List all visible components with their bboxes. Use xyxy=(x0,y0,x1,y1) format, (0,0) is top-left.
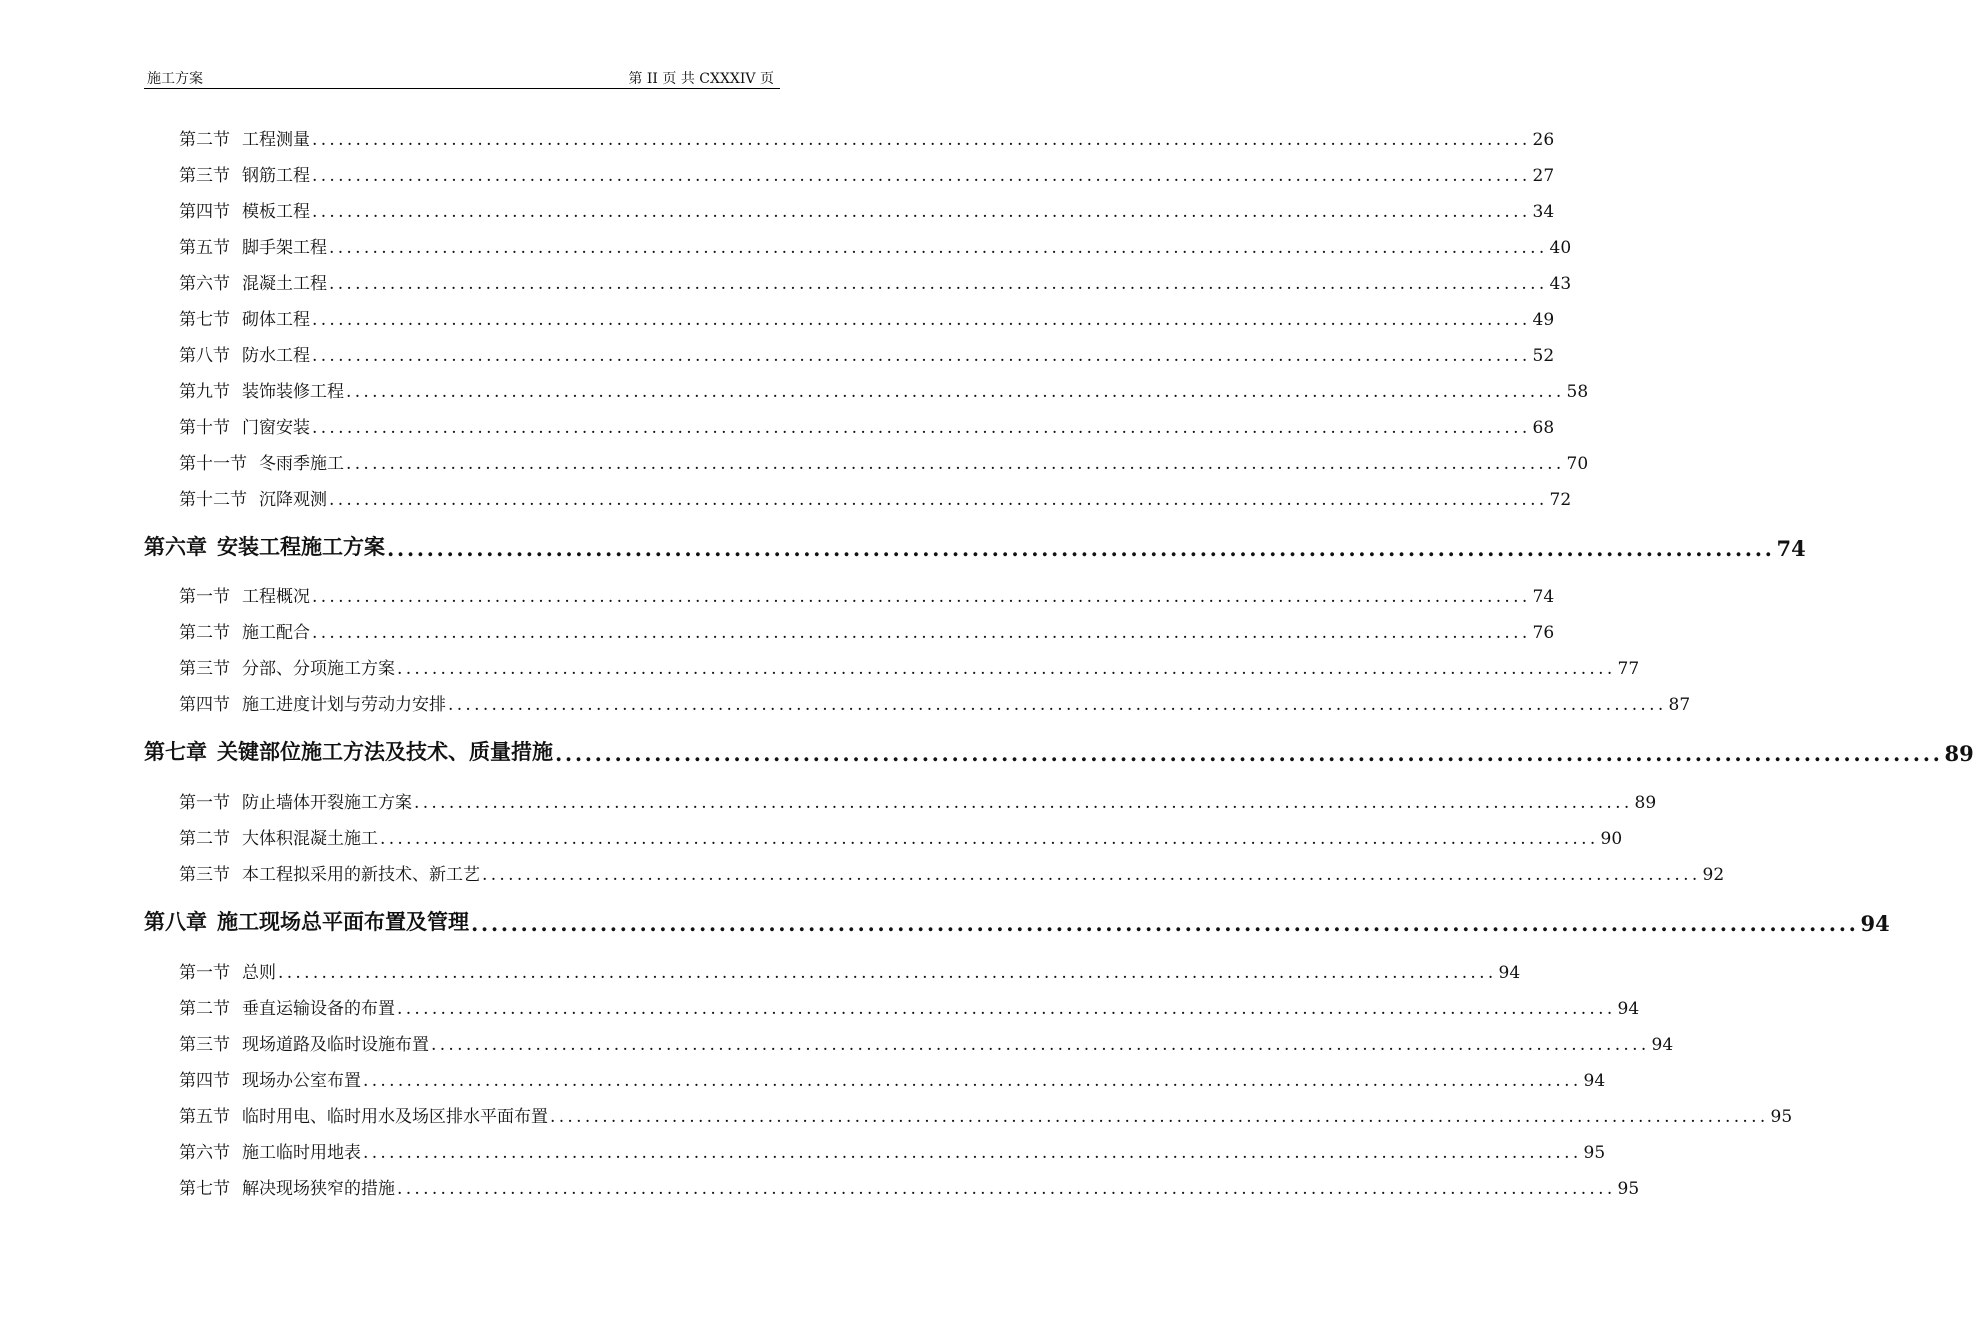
toc-entry-label xyxy=(179,1174,395,1199)
toc-entry-label xyxy=(179,860,480,885)
toc-entry-title: 大体积混凝土施工 xyxy=(242,829,378,849)
toc-entry-page-number: 94 xyxy=(1617,999,1640,1019)
toc-section-entry[interactable] xyxy=(179,861,1725,885)
toc-section-entry[interactable] xyxy=(179,1139,1606,1163)
toc-entry-title: 施工现场总平面布置及管理 xyxy=(217,909,469,934)
toc-entry-title: 分部、分项施工方案 xyxy=(242,659,395,679)
toc-entry-label xyxy=(179,618,310,643)
toc-entry-label xyxy=(179,341,310,366)
toc-chapter-entry[interactable] xyxy=(144,906,1890,936)
toc-section-entry[interactable] xyxy=(179,162,1555,186)
toc-dot-leader: ............................................................................................................................................ xyxy=(448,695,1667,715)
toc-entry-page-number: 95 xyxy=(1617,1179,1640,1199)
toc-entry-page-number: 90 xyxy=(1600,829,1623,849)
toc-dot-leader: ............................................................................................................................................ xyxy=(363,1143,1582,1163)
toc-entry-page-number: 94 xyxy=(1583,1071,1606,1091)
toc-dot-leader: ............................................................................................................................................ xyxy=(312,587,1531,607)
toc-entry-number: 第九节 xyxy=(179,382,230,402)
toc-dot-leader: ............................................................................................................................................ xyxy=(397,999,1616,1019)
toc-dot-leader: ............................................................................................................................................ xyxy=(387,536,1775,561)
toc-dot-leader: ............................................................................................................................................ xyxy=(550,1107,1769,1127)
toc-entry-title: 安装工程施工方案 xyxy=(217,534,385,559)
toc-section-entry[interactable] xyxy=(179,342,1555,366)
toc-entry-page-number: 26 xyxy=(1532,130,1555,150)
toc-entry-page-number: 77 xyxy=(1617,659,1640,679)
toc-entry-number: 第十节 xyxy=(179,418,230,438)
toc-dot-leader: ............................................................................................................................................ xyxy=(329,238,1548,258)
toc-section-entry[interactable] xyxy=(179,1103,1793,1127)
toc-section-entry[interactable] xyxy=(179,619,1555,643)
toc-entry-number: 第三节 xyxy=(179,659,230,679)
toc-entry-label xyxy=(179,958,276,983)
toc-entry-number: 第八节 xyxy=(179,346,230,366)
toc-entry-number: 第一节 xyxy=(179,963,230,983)
toc-entry-title: 砌体工程 xyxy=(242,310,310,330)
toc-entry-title: 模板工程 xyxy=(242,202,310,222)
toc-entry-label xyxy=(179,582,310,607)
toc-entry-title: 工程概况 xyxy=(242,587,310,607)
toc-entry-number: 第四节 xyxy=(179,202,230,222)
toc-entry-page-number: 95 xyxy=(1770,1107,1793,1127)
toc-section-entry[interactable] xyxy=(179,270,1572,294)
toc-dot-leader: ............................................................................................................................................ xyxy=(414,793,1633,813)
toc-entry-label xyxy=(179,125,310,150)
toc-entry-label xyxy=(179,269,327,294)
toc-section-entry[interactable] xyxy=(179,1175,1640,1199)
toc-entry-number: 第六章 xyxy=(144,534,207,559)
toc-section-entry[interactable] xyxy=(179,126,1555,150)
toc-entry-number: 第一节 xyxy=(179,587,230,607)
toc-entry-title: 装饰装修工程 xyxy=(242,382,344,402)
toc-entry-title: 防水工程 xyxy=(242,346,310,366)
toc-dot-leader: ............................................................................................................................................ xyxy=(346,454,1565,474)
toc-dot-leader: ............................................................................................................................................ xyxy=(431,1035,1650,1055)
toc-entry-label xyxy=(179,788,412,813)
toc-entry-number: 第三节 xyxy=(179,1035,230,1055)
toc-dot-leader: ............................................................................................................................................ xyxy=(312,130,1531,150)
toc-dot-leader: ............................................................................................................................................ xyxy=(471,911,1859,936)
toc-entry-number: 第一节 xyxy=(179,793,230,813)
toc-entry-page-number: 70 xyxy=(1566,454,1589,474)
toc-entry-title: 本工程拟采用的新技术、新工艺 xyxy=(242,865,480,885)
toc-entry-label xyxy=(144,531,385,561)
toc-section-entry[interactable] xyxy=(179,450,1589,474)
toc-section-entry[interactable] xyxy=(179,198,1555,222)
toc-dot-leader: ............................................................................................................................................ xyxy=(312,310,1531,330)
toc-section-entry[interactable] xyxy=(179,1067,1606,1091)
toc-entry-title: 施工配合 xyxy=(242,623,310,643)
toc-entry-page-number: 40 xyxy=(1549,238,1572,258)
toc-entry-page-number: 27 xyxy=(1532,166,1555,186)
toc-entry-number: 第六节 xyxy=(179,1143,230,1163)
toc-entry-title: 混凝土工程 xyxy=(242,274,327,294)
toc-dot-leader: ............................................................................................................................................ xyxy=(380,829,1599,849)
toc-entry-number: 第二节 xyxy=(179,623,230,643)
toc-entry-number: 第二节 xyxy=(179,829,230,849)
toc-dot-leader: ............................................................................................................................................ xyxy=(312,202,1531,222)
toc-entry-number: 第十二节 xyxy=(179,490,247,510)
toc-entry-label xyxy=(179,449,344,474)
toc-entry-label xyxy=(179,161,310,186)
toc-dot-leader: ............................................................................................................................................ xyxy=(312,623,1531,643)
toc-dot-leader: ............................................................................................................................................ xyxy=(312,166,1531,186)
toc-entry-title: 施工临时用地表 xyxy=(242,1143,361,1163)
toc-entry-title: 现场道路及临时设施布置 xyxy=(242,1035,429,1055)
toc-section-entry[interactable] xyxy=(179,789,1657,813)
toc-dot-leader: ............................................................................................................................................ xyxy=(363,1071,1582,1091)
toc-dot-leader: ............................................................................................................................................ xyxy=(397,1179,1616,1199)
toc-entry-label xyxy=(179,233,327,258)
toc-entry-title: 临时用电、临时用水及场区排水平面布置 xyxy=(242,1107,548,1127)
toc-dot-leader: ............................................................................................................................................ xyxy=(482,865,1701,885)
toc-entry-label xyxy=(179,824,378,849)
toc-entry-label xyxy=(179,377,344,402)
toc-entry-page-number: 58 xyxy=(1566,382,1589,402)
toc-section-entry[interactable] xyxy=(179,959,1521,983)
toc-entry-title: 门窗安装 xyxy=(242,418,310,438)
toc-entry-number: 第八章 xyxy=(144,909,207,934)
toc-entry-title: 冬雨季施工 xyxy=(259,454,344,474)
toc-entry-label xyxy=(179,197,310,222)
toc-entry-number: 第七节 xyxy=(179,310,230,330)
toc-entry-title: 关键部位施工方法及技术、质量措施 xyxy=(217,739,553,764)
toc-entry-page-number: 74 xyxy=(1532,587,1555,607)
toc-entry-title: 钢筋工程 xyxy=(242,166,310,186)
toc-entry-page-number: 76 xyxy=(1532,623,1555,643)
toc-entry-title: 防止墙体开裂施工方案 xyxy=(242,793,412,813)
toc-entry-title: 沉降观测 xyxy=(259,490,327,510)
toc-entry-page-number: 68 xyxy=(1532,418,1555,438)
toc-entry-page-number: 52 xyxy=(1532,346,1555,366)
toc-entry-title: 现场办公室布置 xyxy=(242,1071,361,1091)
toc-dot-leader: ............................................................................................................................................ xyxy=(555,741,1943,766)
toc-entry-label xyxy=(179,994,395,1019)
toc-entry-page-number: 49 xyxy=(1532,310,1555,330)
toc-section-entry[interactable] xyxy=(179,825,1623,849)
toc-section-entry[interactable] xyxy=(179,306,1555,330)
toc-entry-page-number: 94 xyxy=(1651,1035,1674,1055)
toc-section-entry[interactable] xyxy=(179,655,1640,679)
page-header xyxy=(144,66,780,89)
toc-entry-number: 第十一节 xyxy=(179,454,247,474)
toc-dot-leader: ............................................................................................................................................ xyxy=(312,346,1531,366)
toc-entry-label xyxy=(144,906,469,936)
toc-dot-leader: ............................................................................................................................................ xyxy=(312,418,1531,438)
header-document-title: 施工方案 xyxy=(147,71,203,87)
toc-entry-page-number: 43 xyxy=(1549,274,1572,294)
toc-entry-label xyxy=(179,1138,361,1163)
toc-entry-label xyxy=(179,305,310,330)
toc-entry-number: 第二节 xyxy=(179,130,230,150)
toc-dot-leader: ............................................................................................................................................ xyxy=(278,963,1497,983)
toc-entry-page-number: 87 xyxy=(1668,695,1691,715)
toc-entry-number: 第五节 xyxy=(179,1107,230,1127)
toc-entry-number: 第三节 xyxy=(179,166,230,186)
toc-section-entry[interactable] xyxy=(179,691,1691,715)
toc-chapter-entry[interactable] xyxy=(144,531,1806,561)
toc-entry-number: 第七节 xyxy=(179,1179,230,1199)
toc-section-entry[interactable] xyxy=(179,414,1555,438)
toc-entry-page-number: 94 xyxy=(1498,963,1521,983)
toc-dot-leader: ............................................................................................................................................ xyxy=(346,382,1565,402)
toc-chapter-entry[interactable] xyxy=(144,736,1974,766)
toc-entry-page-number: 89 xyxy=(1944,741,1974,766)
toc-entry-title: 解决现场狭窄的措施 xyxy=(242,1179,395,1199)
toc-entry-label xyxy=(179,413,310,438)
toc-entry-title: 施工进度计划与劳动力安排 xyxy=(242,695,446,715)
toc-entry-label xyxy=(179,690,446,715)
toc-entry-number: 第五节 xyxy=(179,238,230,258)
toc-section-entry[interactable] xyxy=(179,486,1572,510)
toc-entry-label xyxy=(179,1030,429,1055)
toc-dot-leader: ............................................................................................................................................ xyxy=(329,274,1548,294)
toc-entry-page-number: 89 xyxy=(1634,793,1657,813)
toc-entry-number: 第二节 xyxy=(179,999,230,1019)
toc-entry-number: 第四节 xyxy=(179,695,230,715)
toc-entry-number: 第三节 xyxy=(179,865,230,885)
toc-entry-title: 脚手架工程 xyxy=(242,238,327,258)
toc-entry-label xyxy=(144,736,553,766)
toc-dot-leader: ............................................................................................................................................ xyxy=(397,659,1616,679)
toc-entry-title: 垂直运输设备的布置 xyxy=(242,999,395,1019)
toc-section-entry[interactable] xyxy=(179,1031,1674,1055)
toc-entry-page-number: 34 xyxy=(1532,202,1555,222)
toc-section-entry[interactable] xyxy=(179,234,1572,258)
toc-section-entry[interactable] xyxy=(179,378,1589,402)
toc-section-entry[interactable] xyxy=(179,583,1555,607)
toc-entry-title: 工程测量 xyxy=(242,130,310,150)
toc-entry-page-number: 94 xyxy=(1860,911,1890,936)
header-page-number: 第 II 页 共 CXXXIV 页 xyxy=(628,71,774,87)
toc-entry-label xyxy=(179,1102,548,1127)
toc-entry-number: 第四节 xyxy=(179,1071,230,1091)
toc-entry-page-number: 95 xyxy=(1583,1143,1606,1163)
toc-entry-page-number: 92 xyxy=(1702,865,1725,885)
toc-entry-number: 第六节 xyxy=(179,274,230,294)
toc-entry-label xyxy=(179,1066,361,1091)
toc-entry-page-number: 74 xyxy=(1776,536,1806,561)
toc-entry-label xyxy=(179,654,395,679)
toc-entry-title: 总则 xyxy=(242,963,276,983)
toc-section-entry[interactable] xyxy=(179,995,1640,1019)
toc-entry-label xyxy=(179,485,327,510)
toc-entry-page-number: 72 xyxy=(1549,490,1572,510)
toc-dot-leader: ............................................................................................................................................ xyxy=(329,490,1548,510)
toc-entry-number: 第七章 xyxy=(144,739,207,764)
